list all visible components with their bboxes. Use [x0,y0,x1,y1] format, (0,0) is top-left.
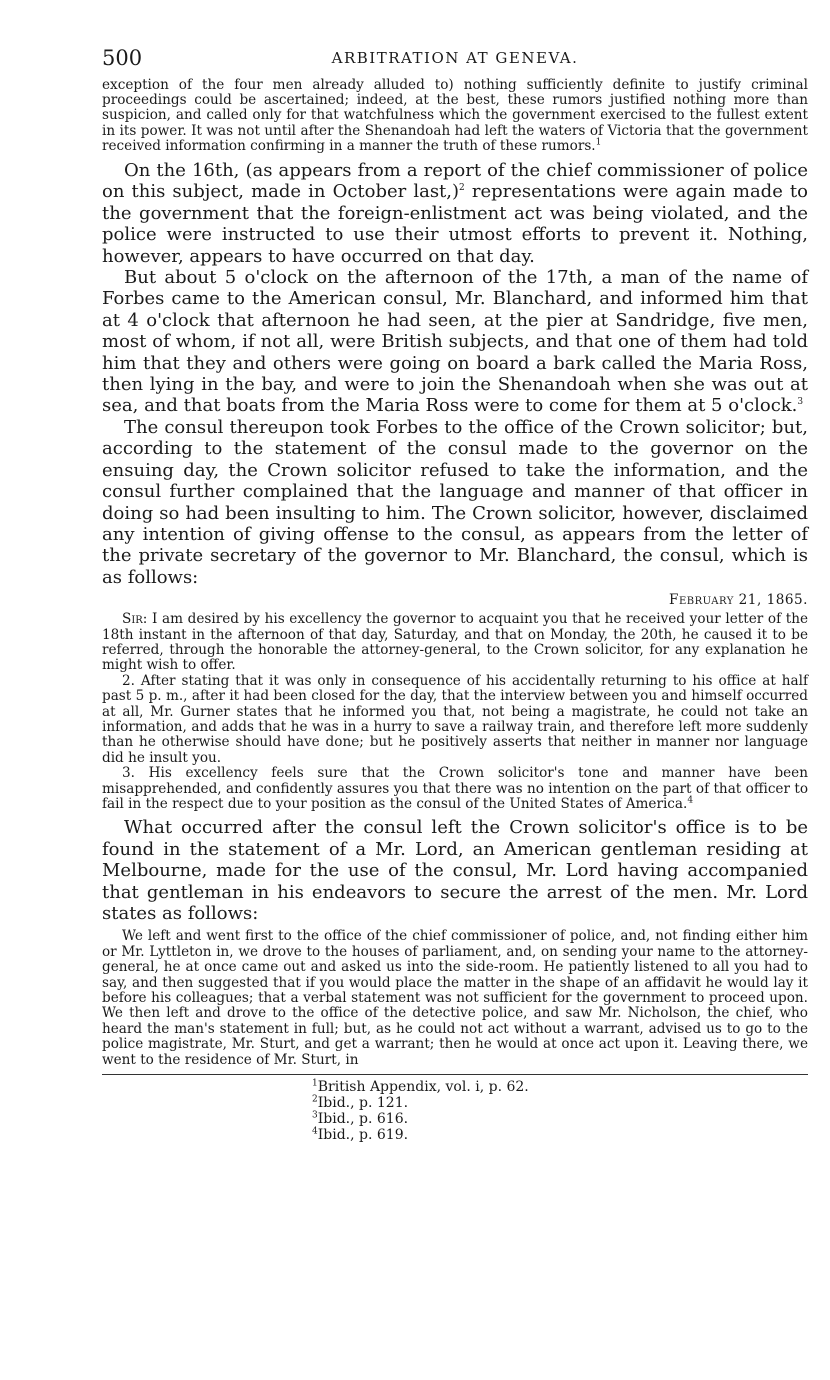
footnote-1 [312,1079,808,1095]
paragraph-lord: What occurred after the consul left the Crown solicitor's office is to be found in the statement of a Mr. Lord, an American gentleman residing at Melbourne, made for the use of the consul, Mr. Lord having accompanied that gentleman in his endeavors to secure the arrest of the men. Mr. Lord states as follows: [102,817,808,925]
paragraph-intro-text: exception of the four men already alluded to) nothing sufficiently definite to justify criminal proceedings could be ascertained; indeed, at the best, these rumors justified nothing more than suspicion, and called only for that watchfulness which the government exercised to the fullest extent in its power. It was not until after the Shenandoah had left the waters of Victoria that the government received information confirming in a manner the truth of these rumors. [102,77,808,154]
footnote-text: Ibid., p. 121. [317,1095,409,1112]
footnote-divider [102,1074,808,1075]
paragraph-16th-text-a: On the 16th, (as appears from a report of the chief commissioner of police on this subject, made in October last,) [102,160,808,203]
footnote-ref-1: 1 [595,137,602,148]
paragraph-16th-text-b: representations were again made to the government that the foreign-enlistment act was being violated, and the police were instructed to use their utmost efforts to prevent it. Nothing, however, appears to have occurred on that day. [102,181,808,267]
footnote-mark: 1 [312,1078,318,1089]
paragraph-intro [102,78,808,154]
page-header [102,40,808,78]
page-number: 500 [102,46,143,70]
paragraph-17th-text: But about 5 o'clock on the afternoon of the 17th, a man of the name of Forbes came to the American consul, Mr. Blanchard, and informed him that at 4 o'clock that afternoon he had seen, at the pier at Sandridge, five men, most of whom, if not all, were British subjects, and that one of them had told him that they and others were going on board a bark called the Maria Ross, then lying in the bay, and were to join the Shenandoah when she was out at sea, and that boats from the Maria Ross were to come for them at 5 o'clock. [102,267,808,417]
footnote-text: Ibid., p. 616. [317,1111,409,1128]
letter-paragraph-3 [102,766,808,812]
footnote-2 [312,1095,808,1111]
footnote-4 [312,1127,808,1143]
footnote-mark: 4 [312,1126,318,1137]
paragraph-consul: The consul thereupon took Forbes to the office of the Crown solicitor; but, according to the statement of the consul made to the governor on the ensuing day, the Crown solicitor refused to take the information, and the consul further complained that the language and manner of that officer in doing so had been insulting to him. The Crown solicitor, however, disclaimed any intention of giving offense to the consul, as appears from the letter of the private secretary of the governor to Mr. Blanchard, the consul, which is as follows: [102,416,808,588]
letter-paragraph-3-text: 3. His excellency feels sure that the Crown solicitor's tone and manner have been misapprehended, and confidently assures you that there was no intention on the part of that officer to fail in the respect due to your position as the consul of the United States of America. [102,765,808,813]
letter-paragraph-1 [102,612,808,674]
lord-statement: We left and went first to the office of the chief commissioner of police, and, not finding either him or Mr. Lyttleton in, we drove to the houses of parliament, and, on sending your name to the attorney-general, he at once came out and asked us into the side-room. He patiently listened to all you had to say, and then suggested that if you would place the matter in the shape of an affidavit he would lay it before his colleagues; that a verbal statement was not sufficient for the government to proceed upon. We then left and drove to the office of the detective police, and saw Mr. Nicholson, the chief, who heard the man's statement in full; but, as he could not act without a warrant, advised us to go to the police magistrate, Mr. Sturt, and get a warrant; then he would at once act upon it. Leaving there, we went to the residence of Mr. Sturt, in [102,928,808,1068]
footnote-ref-2: 2 [459,183,465,194]
footnote-text: Ibid., p. 619. [317,1127,409,1144]
footnote-3 [312,1111,808,1127]
paragraph-17th [102,267,808,417]
running-head: ARBITRATION AT GENEVA. [331,49,579,67]
footnote-ref-4: 4 [687,795,694,806]
letter-salutation: Sir: [122,611,148,628]
footnote-mark: 3 [312,1110,318,1121]
letter-date: February 21, 1865. [669,592,808,609]
footnotes [312,1079,808,1143]
letter-paragraph-2: 2. After stating that it was only in consequence of his accidentally returning to his office at half past 5 p. m., after it had been closed for the day, that the interview between you and himself occurred at all, Mr. Gurner states that he informed you that, not being a magistrate, he could not take an information, and adds that he was in a hurry to save a railway train, and therefore left more suddenly than he otherwise should have done; but he positively asserts that neither in manner nor language did he insult you. [102,672,808,766]
footnote-mark: 2 [312,1094,318,1105]
paragraph-16th [102,160,808,267]
letter-paragraph-1-text: I am desired by his excellency the governor to acquaint you that he received your letter of the 18th instant in the afternoon of that day, Saturday, and that on Monday, the 20th, he caused it to be referred, through the honorable the attorney-general, to the Crown solicitor, for any explanation he might wish to offer. [102,611,808,674]
footnote-ref-3: 3 [797,397,804,408]
footnote-text: British Appendix, vol. i, p. 62. [317,1079,529,1096]
